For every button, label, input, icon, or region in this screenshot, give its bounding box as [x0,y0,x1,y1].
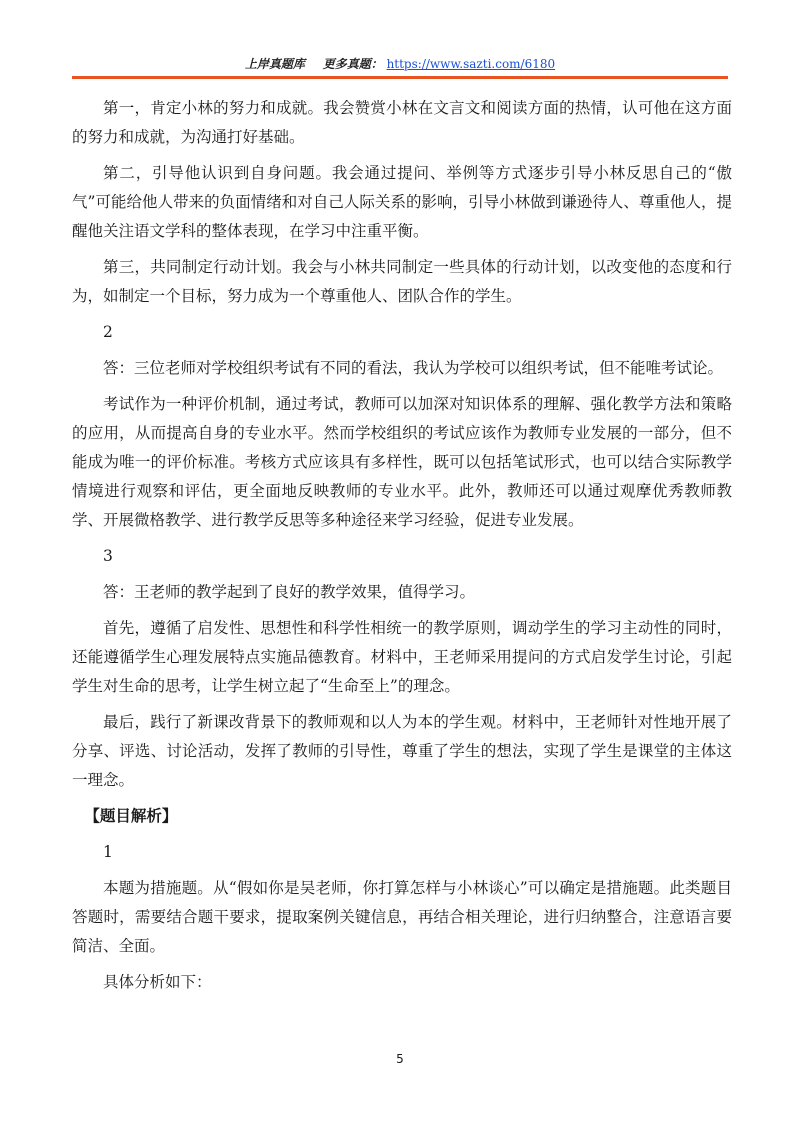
site-url-link[interactable]: https://www.sazti.com/6180 [386,57,556,71]
paragraph: 考试作为一种评价机制，通过考试，教师可以加深对知识体系的理解、强化教学方法和策略的应用，从而提高自身的专业水平。然而学校组织的考试应该作为教师专业发展的一部分，但不能成为唯一的评价标准。考核方式应该具有多样性，既可以包括笔试形式，也可以结合实际教学情境进行观察和评估，更全面地反映教师的专业水平。此外，教师还可以通过观摩优秀教师教学、开展微格教学、进行教学反思等多种途径来学习经验，促进专业发展。 [72,395,732,529]
paragraph: 答：三位老师对学校组织考试有不同的看法，我认为学校可以组织考试，但不能唯考试论。 [103,359,724,377]
paragraph: 最后，践行了新课改背景下的教师观和以人为本的学生观。材料中，王老师针对性地开展了分享、评选、讨论活动，发挥了教师的引导性，尊重了学生的想法，实现了学生是课堂的主体这一理念。 [72,713,732,789]
more-questions-label: 更多真题： [322,57,383,71]
paragraph: 首先，遵循了启发性、思想性和科学性相统一的教学原则，调动学生的学习主动性的同时，还能遵循学生心理发展特点实施品德教育。材料中，王老师采用提问的方式启发学生讨论，引起学生对生命的思考，让学生树立起了“生命至上”的理念。 [72,619,732,695]
paragraph: 第三，共同制定行动计划。我会与小林共同制定一些具体的行动计划，以改变他的态度和行为，如制定一个目标，努力成为一个尊重他人、团队合作的学生。 [72,258,732,305]
page-header [72,56,728,72]
paragraph: 答：王老师的教学起到了良好的教学效果，值得学习。 [103,583,476,601]
page-number: 5 [396,1052,404,1066]
question-number: 3 [103,547,113,565]
document-body [72,94,732,1004]
paragraph: 本题为措施题。从“假如你是吴老师，你打算怎样与小林谈心”可以确定是措施题。此类题目答题时，需要结合题干要求，提取案例关键信息，再结合相关理论，进行归纳整合，注意语言要简洁、全面。 [72,879,732,955]
paragraph: 第二，引导他认识到自身问题。我会通过提问、举例等方式逐步引导小林反思自己的“傲气”可能给他人带来的负面情绪和对自己人际关系的影响，引导小林做到谦逊待人、尊重他人，提醒他关注语文学科的整体表现，在学习中注重平衡。 [72,164,732,240]
question-number: 1 [103,843,113,861]
header-divider [72,76,728,79]
section-title: 【题目解析】 [84,807,178,825]
paragraph: 具体分析如下： [103,973,212,991]
question-number: 2 [103,323,113,341]
site-name: 上岸真题库 [244,57,305,71]
paragraph: 第一，肯定小林的努力和成就。我会赞赏小林在文言文和阅读方面的热情，认可他在这方面的努力和成就，为沟通打好基础。 [72,99,732,146]
